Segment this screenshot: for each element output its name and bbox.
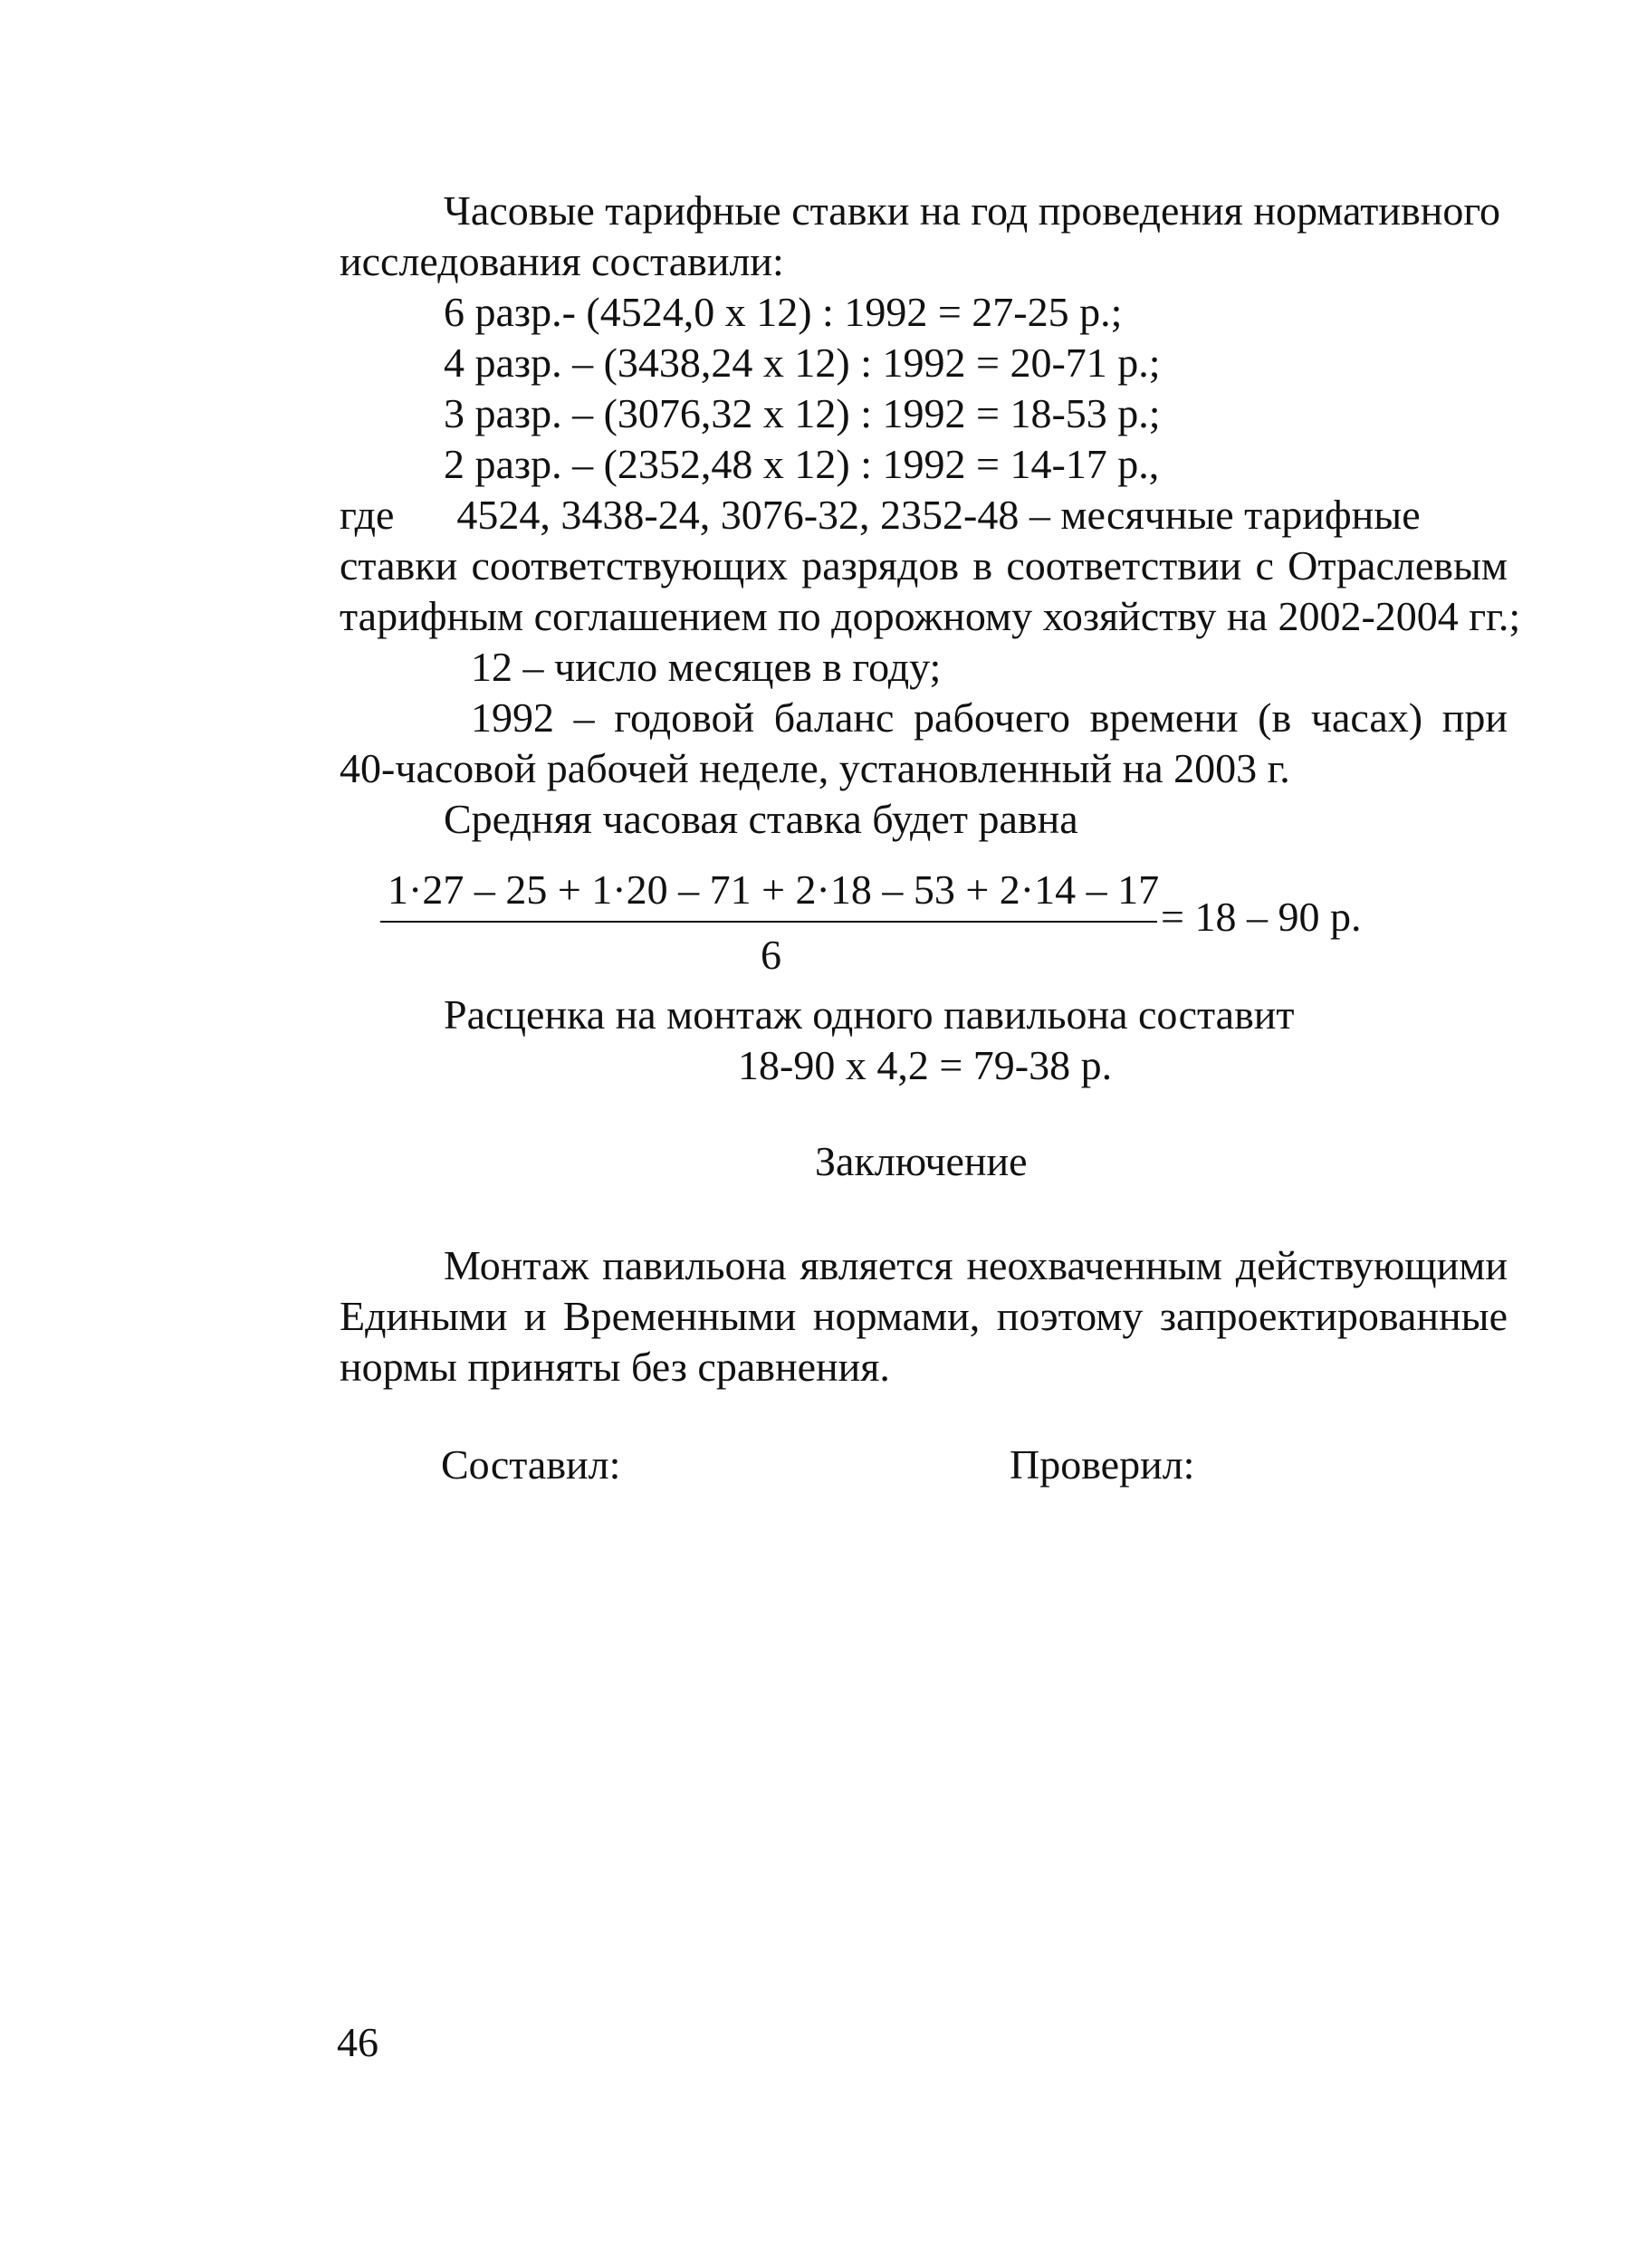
average-rate-formula bbox=[380, 865, 1422, 991]
conclusion-line-1: Монтаж павильона является неохваченным действующими bbox=[444, 1242, 1508, 1288]
conclusion-line-2: Едиными и Временными нормами, поэтому запроектированные bbox=[340, 1293, 1508, 1339]
rate-line-2: 2 разр. – (2352,48 х 12) : 1992 = 14-17 р., bbox=[444, 441, 1160, 487]
balance-line-1: 1992 – годовой баланс рабочего времени (в часах) при bbox=[471, 694, 1508, 741]
where-line-3: тарифным соглашением по дорожному хозяйству на 2002-2004 гг.; bbox=[340, 593, 1521, 639]
fraction-bar bbox=[380, 921, 1157, 923]
where-line-2: ставки соответствующих разрядов в соответствии с Отраслевым bbox=[340, 542, 1508, 589]
balance-line-2: 40-часовой рабочей неделе, установленный на 2003 г. bbox=[340, 745, 1290, 791]
where-line-1: где 4524, 3438-24, 3076-32, 2352-48 – месячные тарифные bbox=[340, 492, 1421, 538]
rate-line-3: 3 разр. – (3076,32 х 12) : 1992 = 18-53 р.; bbox=[444, 390, 1161, 436]
page-number: 46 bbox=[337, 2019, 378, 2065]
formula-denominator: 6 bbox=[761, 932, 781, 978]
months-note: 12 – число месяцев в году; bbox=[471, 644, 942, 690]
price-intro: Расценка на монтаж одного павильона составит bbox=[444, 991, 1295, 1038]
intro-line-2: исследования составили: bbox=[340, 238, 784, 284]
intro-line-1: Часовые тарифные ставки на год проведения нормативного bbox=[444, 187, 1501, 234]
conclusion-heading: Заключение bbox=[815, 1138, 1028, 1184]
average-intro: Средняя часовая ставка будет равна bbox=[444, 796, 1078, 842]
signature-compiled: Составил: bbox=[441, 1441, 621, 1488]
signature-checked: Проверил: bbox=[1010, 1441, 1195, 1488]
price-calc: 18-90 х 4,2 = 79-38 р. bbox=[738, 1042, 1113, 1088]
conclusion-line-3: нормы приняты без сравнения. bbox=[340, 1344, 890, 1390]
formula-numerator: 1·27 – 25 + 1·20 – 71 + 2·18 – 53 + 2·14 – 17 bbox=[388, 866, 1160, 913]
rate-line-6: 6 разр.- (4524,0 х 12) : 1992 = 27-25 р.; bbox=[444, 289, 1123, 335]
formula-result: = 18 – 90 р. bbox=[1161, 894, 1362, 940]
rate-line-4: 4 разр. – (3438,24 х 12) : 1992 = 20-71 р.; bbox=[444, 340, 1161, 386]
